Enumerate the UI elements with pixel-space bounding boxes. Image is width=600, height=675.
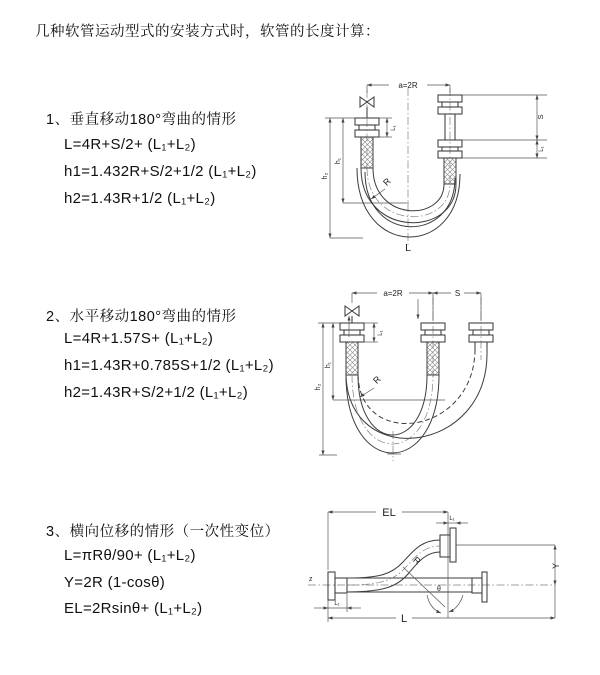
angle-callout: [427, 586, 463, 613]
right-flange-original: [472, 572, 487, 602]
radius-label: R: [371, 374, 383, 386]
dimension-fitting: [364, 323, 384, 342]
formula-h1: h1=1.43R+0.785S+1/2 (L₁+L₂): [64, 357, 274, 374]
formula-length: L=4R+1.57S+ (L₁+L₂): [64, 330, 214, 347]
formula-h2: h2=1.43R+S/2+1/2 (L₁+L₂): [64, 384, 249, 401]
dimension-stroke: [462, 95, 547, 158]
left-flange: [328, 572, 347, 600]
hose-s-curve: [347, 540, 440, 592]
dim-y-label: Y: [551, 562, 561, 570]
formula-length: L=4R+S/2+ (L₁+L₂): [64, 136, 196, 153]
left-fitting: [340, 323, 364, 375]
dim-l1-right-label: L₁: [539, 146, 545, 152]
dimension-l1-bottom: [314, 594, 361, 612]
dim-s-label: S: [536, 114, 545, 120]
valve-icon: [345, 306, 359, 323]
formula-h2: h2=1.43R+1/2 (L₁+L₂): [64, 190, 216, 207]
formula-el: EL=2Rsinθ+ (L₁+L₂): [64, 600, 203, 617]
formula-length: L=πRθ/90+ (L₁+L₂): [64, 547, 196, 564]
radius-label: R: [381, 176, 393, 188]
radius-label: R: [411, 554, 423, 567]
dim-l1-left-label: L₁: [391, 125, 397, 131]
centerline: [308, 576, 555, 585]
radius-callout: [403, 555, 445, 607]
centerlines: [393, 297, 481, 461]
valve-icon: [360, 97, 374, 118]
diagram-lateral-displacement: [300, 500, 600, 655]
diagram-vertical-180: [305, 72, 595, 258]
dim-l1-top-label: L₁: [449, 516, 455, 522]
section-2-heading: 2、水平移动180°弯曲的情形: [46, 309, 237, 325]
section-3-heading: 3、横向位移的情形（一次性变位）: [46, 524, 280, 540]
length-label: L: [405, 242, 411, 254]
dim-l1-label: L₁: [378, 330, 384, 336]
page-title: 几种软管运动型式的安装方式时，软管的长度计算：: [35, 24, 380, 40]
dim-width-label: a=2R: [398, 81, 418, 90]
dimension-width: [352, 289, 481, 321]
dimension-el: [328, 507, 448, 618]
dim-h1-label: h₁: [325, 361, 332, 369]
dimension-l1-top: [436, 516, 468, 523]
dim-width-label: a=2R: [383, 289, 403, 298]
length-label: L: [400, 613, 408, 625]
hose-assembly: [346, 351, 487, 453]
dimension-fitting-left: [379, 118, 397, 137]
section-1-heading: 1、垂直移动180°弯曲的情形: [46, 112, 237, 128]
formula-y: Y=2R (1-cosθ): [64, 574, 166, 591]
angle-label: θ: [437, 586, 441, 593]
centerline-mark: z: [309, 576, 313, 583]
dim-s-label: S: [454, 289, 461, 298]
dim-l1-bottom-label: L₁: [334, 601, 340, 607]
radius-callout: [360, 374, 383, 397]
dim-h1-label: h₁: [335, 157, 342, 165]
dim-h2-label: h₂: [315, 383, 322, 391]
diagram-horizontal-180: [305, 285, 595, 465]
dim-h2-label: h₂: [322, 172, 329, 180]
dimension-width: [367, 81, 450, 93]
dimension-heights: [315, 323, 445, 455]
left-fitting: [355, 118, 379, 168]
formula-h1: h1=1.432R+S/2+1/2 (L₁+L₂): [64, 163, 257, 180]
dim-el-label: EL: [382, 507, 396, 519]
